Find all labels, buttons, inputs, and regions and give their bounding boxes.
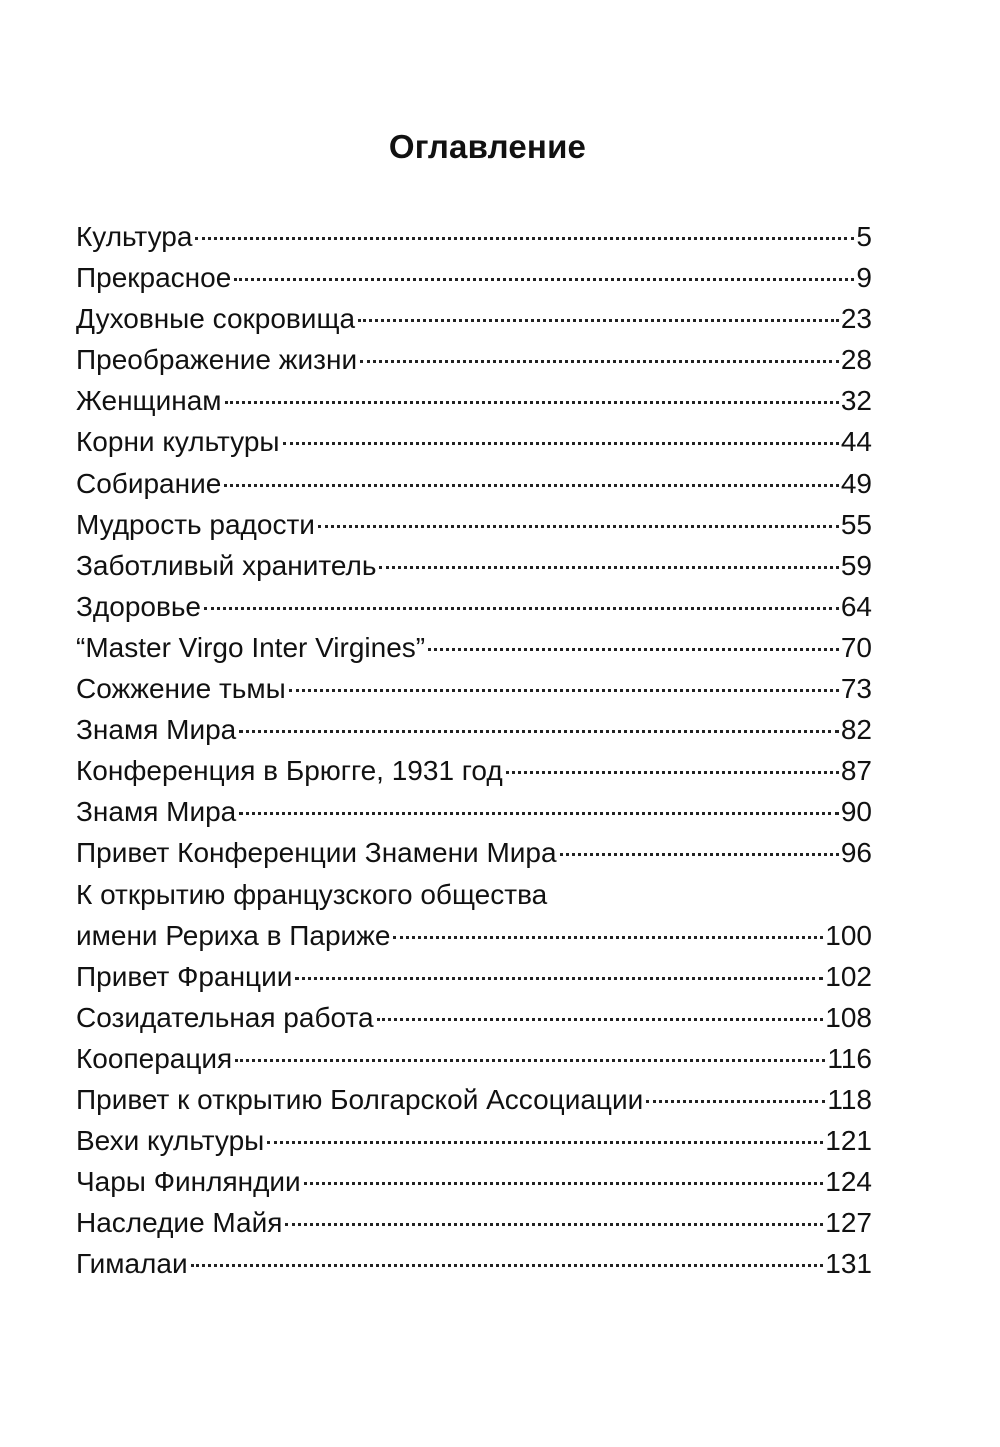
toc-entry-title: Заботливый хранитель — [76, 549, 377, 581]
toc-entry-title: Вехи культуры — [76, 1125, 265, 1157]
leader-dots — [285, 1223, 823, 1226]
toc-entry-page: 116 — [827, 1042, 872, 1074]
toc-entry[interactable] — [76, 791, 872, 832]
toc-entry-title: Собирание — [76, 467, 222, 499]
leader-dots — [646, 1100, 825, 1103]
toc-entry-page: 127 — [825, 1207, 872, 1239]
toc-entry-title: Чары Финляндии — [76, 1166, 301, 1198]
toc-entry-title: Сожжение тьмы — [76, 673, 286, 705]
leader-dots — [318, 525, 839, 528]
toc-entry-title-line1[interactable]: К открытию французского общества — [76, 878, 548, 910]
toc-entry[interactable] — [76, 1038, 872, 1079]
toc-entry-page: 28 — [840, 344, 872, 376]
toc-entry[interactable] — [76, 216, 872, 257]
toc-entry[interactable] — [76, 1079, 872, 1120]
toc-entry-title: Наследие Майя — [76, 1207, 283, 1239]
toc-entry-title: Привет Франции — [76, 960, 293, 992]
leader-dots — [560, 853, 839, 856]
toc-entry[interactable] — [76, 1202, 872, 1243]
toc-entry-title: имени Рериха в Париже — [76, 919, 391, 951]
toc-entry-title: “Master Virgo Inter Virgines” — [76, 631, 426, 663]
leader-dots — [295, 977, 823, 980]
leader-dots — [204, 607, 839, 610]
toc-entry-title: Женщинам — [76, 385, 222, 417]
toc-entry[interactable] — [76, 586, 872, 627]
toc-entry-title: Мудрость радости — [76, 508, 315, 540]
toc-entry[interactable] — [76, 545, 872, 586]
toc-entry[interactable] — [76, 463, 872, 504]
page-title: Оглавление — [388, 128, 587, 165]
toc-entry[interactable] — [76, 380, 872, 421]
toc-entry-page: 102 — [825, 960, 872, 992]
toc-entry[interactable] — [76, 832, 872, 873]
toc-entry[interactable] — [76, 997, 872, 1038]
toc-entry[interactable] — [76, 915, 872, 956]
toc-entry[interactable] — [76, 421, 872, 462]
toc-entry[interactable] — [76, 257, 872, 298]
toc-entry-page: 23 — [840, 303, 872, 335]
leader-dots — [235, 1059, 825, 1062]
toc-entry-page: 64 — [840, 590, 872, 622]
toc-entry[interactable] — [76, 298, 872, 339]
toc-entry-page: 32 — [840, 385, 872, 417]
toc-entry-title: Созидательная работа — [76, 1001, 374, 1033]
toc-entry-page: 73 — [840, 673, 872, 705]
toc-entry-page: 90 — [840, 796, 872, 828]
toc-entry-title: Привет к открытию Болгарской Ассоциации — [76, 1083, 644, 1115]
leader-dots — [195, 237, 854, 240]
toc-entry-page: 59 — [840, 549, 872, 581]
toc-entry-page: 87 — [840, 755, 872, 787]
leader-dots — [191, 1264, 824, 1267]
toc-entry[interactable] — [76, 750, 872, 791]
toc-entry[interactable] — [76, 668, 872, 709]
toc-entry-title: Духовные сокровища — [76, 303, 356, 335]
toc-entry[interactable] — [76, 627, 872, 668]
table-of-contents — [76, 216, 872, 1284]
toc-entry-title: Знамя Мира — [76, 714, 237, 746]
toc-entry-page: 55 — [840, 508, 872, 540]
toc-entry-page: 49 — [840, 467, 872, 499]
toc-entry-page: 108 — [825, 1001, 872, 1033]
leader-dots — [358, 319, 839, 322]
toc-entry-title: Здоровье — [76, 590, 202, 622]
leader-dots — [234, 278, 854, 281]
toc-entry-page: 44 — [840, 426, 872, 458]
toc-entry-title: Культура — [76, 221, 193, 252]
toc-entry[interactable] — [76, 504, 872, 545]
toc-entry[interactable] — [76, 339, 872, 380]
toc-entry-page: 118 — [827, 1083, 872, 1115]
leader-dots — [506, 771, 839, 774]
leader-dots — [289, 689, 839, 692]
toc-entry-page: 100 — [825, 919, 872, 951]
toc-entry-title: Преображение жизни — [76, 344, 358, 376]
leader-dots — [225, 401, 839, 404]
toc-entry-page: 5 — [856, 221, 872, 252]
leader-dots — [377, 1018, 824, 1021]
toc-entry-title: Прекрасное — [76, 262, 232, 294]
leader-dots — [239, 730, 839, 733]
toc-entry-title: Привет Конференции Знамени Мира — [76, 837, 557, 869]
toc-entry-title: Корни культуры — [76, 426, 280, 458]
toc-entry-title: Конференция в Брюгге, 1931 год — [76, 755, 503, 787]
toc-entry-page: 96 — [840, 837, 872, 869]
toc-entry-page: 121 — [825, 1125, 872, 1157]
toc-entry-page: 131 — [825, 1248, 872, 1280]
leader-dots — [393, 936, 823, 939]
toc-entry-title: Кооперация — [76, 1042, 233, 1074]
leader-dots — [360, 360, 839, 363]
toc-entry[interactable] — [76, 956, 872, 997]
leader-dots — [283, 442, 839, 445]
toc-entry[interactable] — [76, 709, 872, 750]
toc-entry-page: 124 — [825, 1166, 872, 1198]
leader-dots — [224, 484, 839, 487]
leader-dots — [428, 648, 839, 651]
leader-dots — [239, 812, 839, 815]
toc-entry-title: Гималаи — [76, 1248, 188, 1280]
toc-entry[interactable] — [76, 1120, 872, 1161]
leader-dots — [379, 566, 838, 569]
leader-dots — [304, 1182, 824, 1185]
toc-entry-title: Знамя Мира — [76, 796, 237, 828]
toc-entry-page: 9 — [856, 262, 872, 294]
toc-entry-page: 82 — [840, 714, 872, 746]
toc-entry[interactable] — [76, 1161, 872, 1202]
toc-entry-page: 70 — [840, 631, 872, 663]
toc-entry[interactable] — [76, 1243, 872, 1284]
leader-dots — [267, 1141, 823, 1144]
